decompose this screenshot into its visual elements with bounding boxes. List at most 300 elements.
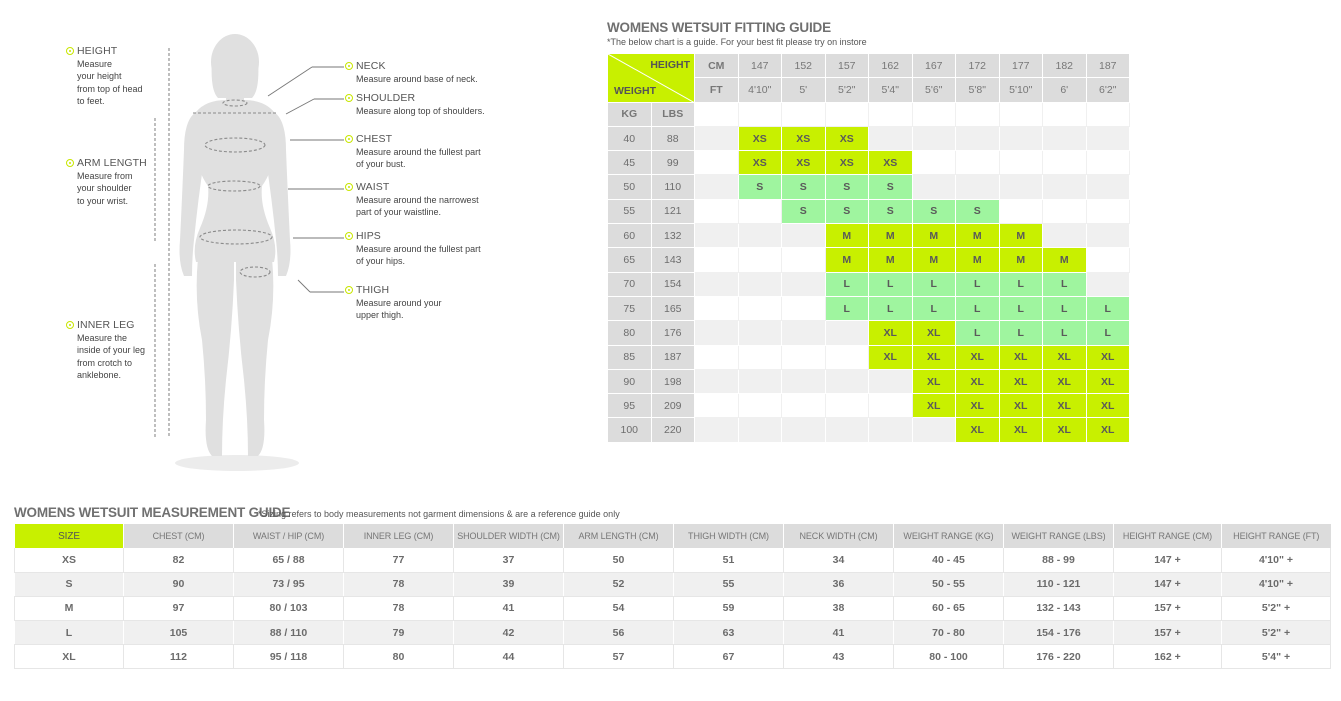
weight-lbs: 121 [651,199,695,223]
height-ft: 5'10" [999,78,1043,102]
table-row [15,645,1331,669]
measurement-desc-line: Measure around base of neck. [356,74,478,84]
empty-cell [1043,126,1087,150]
measurement-value: 55 [674,572,784,596]
fitting-row [608,394,1130,418]
size-cell: XS [738,151,782,175]
weight-kg: 60 [608,224,652,248]
size-cell: XL [1086,394,1130,418]
measurement-value: 157 + [1114,596,1222,620]
height-cm: 187 [1086,54,1130,78]
size-cell: XL [912,321,956,345]
measurement-value: 65 / 88 [234,548,344,572]
empty-cell [869,102,913,126]
measurement-value: 70 - 80 [894,621,1004,645]
size-cell: XL [912,369,956,393]
size-label: L [15,621,124,645]
size-cell: XS [738,126,782,150]
measurement-value: 112 [124,645,234,669]
height-cm: 157 [825,54,869,78]
height-weight-corner [608,54,695,103]
measurement-value: 38 [784,596,894,620]
measurement-hips [345,230,481,268]
measurement-value: 176 - 220 [1004,645,1114,669]
measurement-desc-line: Measure around the fullest part [356,147,481,157]
size-cell: S [825,199,869,223]
empty-cell [695,296,739,320]
measurement-value: 54 [564,596,674,620]
empty-cell [825,321,869,345]
measurement-value: 80 - 100 [894,645,1004,669]
size-cell: XL [956,345,1000,369]
measurement-desc-line: of your bust. [356,159,406,170]
measurement-title: SHOULDER [356,92,416,104]
empty-cell [738,418,782,442]
measurement-title: ARM LENGTH [77,157,147,169]
size-cell: M [869,248,913,272]
weight-kg: 85 [608,345,652,369]
measurement-waist [345,181,479,219]
measurement-value: 162 + [1114,645,1222,669]
empty-cell [695,369,739,393]
column-header: THIGH WIDTH (CM) [674,524,784,548]
height-cm: 152 [782,54,826,78]
size-cell: L [956,321,1000,345]
weight-kg: 95 [608,394,652,418]
empty-cell [1086,151,1130,175]
height-cm: 167 [912,54,956,78]
size-cell: S [782,199,826,223]
fitting-row [608,418,1130,442]
weight-label: WEIGHT [614,84,656,97]
measurement-value: 50 [564,548,674,572]
size-cell: S [956,199,1000,223]
measurement-desc-line: Measure around the narrowest [356,195,479,205]
size-cell: S [738,175,782,199]
ft-label: FT [695,78,739,102]
measurement-value: 78 [344,596,454,620]
empty-cell [956,175,1000,199]
empty-cell [695,394,739,418]
measurement-desc-line: anklebone. [77,369,122,380]
size-cell: M [999,224,1043,248]
weight-lbs: 132 [651,224,695,248]
fitting-row [608,199,1130,223]
weight-kg: 75 [608,296,652,320]
weight-lbs: 209 [651,394,695,418]
size-cell: XL [956,394,1000,418]
empty-cell [912,175,956,199]
size-cell: M [956,248,1000,272]
empty-cell [695,102,739,126]
empty-cell [956,126,1000,150]
height-ft: 4'10" [738,78,782,102]
measurement-value: 41 [784,621,894,645]
empty-cell [1086,102,1130,126]
empty-cell [912,418,956,442]
empty-cell [1043,175,1087,199]
measurement-value: 5'4" + [1222,645,1331,669]
size-cell: XL [912,394,956,418]
weight-kg: 100 [608,418,652,442]
measurement-value: 40 - 45 [894,548,1004,572]
measurement-desc-line: Measure from [77,171,133,181]
measurement-shoulder [345,92,485,117]
measurement-desc-line: to your wrist. [77,195,129,206]
height-cm: 177 [999,54,1043,78]
measurement-value: 36 [784,572,894,596]
size-cell: L [1086,321,1130,345]
measurement-desc-line: from crotch to [77,357,133,368]
measurement-guide-note: *Sizing refers to body measurements not garment dimensions & are a reference guide only [258,509,620,519]
measurement-title: NECK [356,60,386,72]
empty-cell [1086,224,1130,248]
size-cell: XL [1043,345,1087,369]
size-label: XL [15,645,124,669]
empty-cell [869,369,913,393]
measurement-value: 5'2" + [1222,596,1331,620]
fitting-row [608,126,1130,150]
empty-cell [738,394,782,418]
table-row [15,621,1331,645]
empty-cell [1086,272,1130,296]
empty-cell [695,151,739,175]
fitting-guide-subtitle: *The below chart is a guide. For your best fit please try on instore [607,37,867,47]
measurement-value: 77 [344,548,454,572]
measurement-inner-leg [66,319,145,381]
measurement-value: 37 [454,548,564,572]
measurement-value: 4'10" + [1222,548,1331,572]
weight-lbs: 165 [651,296,695,320]
measurement-value: 50 - 55 [894,572,1004,596]
empty-cell [1086,175,1130,199]
empty-cell [825,369,869,393]
weight-lbs: 187 [651,345,695,369]
measurement-value: 80 / 103 [234,596,344,620]
weight-kg: 90 [608,369,652,393]
height-cm: 172 [956,54,1000,78]
empty-cell [738,369,782,393]
measurement-value: 57 [564,645,674,669]
fitting-row [608,296,1130,320]
table-row [15,548,1331,572]
empty-cell [695,345,739,369]
fitting-row [608,345,1130,369]
empty-cell [825,102,869,126]
empty-cell [1043,199,1087,223]
column-header: INNER LEG (CM) [344,524,454,548]
weight-lbs: 154 [651,272,695,296]
column-header: NECK WIDTH (CM) [784,524,894,548]
size-cell: XS [825,126,869,150]
plus-circle-icon [345,232,353,240]
weight-kg: 50 [608,175,652,199]
size-cell: L [825,296,869,320]
measurement-desc-line: Measure around the fullest part [356,244,481,254]
weight-lbs: 176 [651,321,695,345]
size-cell: L [1043,321,1087,345]
size-cell: XS [825,151,869,175]
empty-cell [782,248,826,272]
empty-cell [1086,248,1130,272]
empty-cell [1043,151,1087,175]
size-cell: S [869,199,913,223]
empty-cell [695,224,739,248]
fitting-row [608,224,1130,248]
size-cell: S [869,175,913,199]
body-diagram [0,0,600,480]
measurement-value: 90 [124,572,234,596]
measurement-title: HIPS [356,230,381,242]
column-header: CHEST (CM) [124,524,234,548]
measurement-desc-line: to feet. [77,95,105,106]
empty-cell [1086,126,1130,150]
column-header: SHOULDER WIDTH (CM) [454,524,564,548]
measurement-value: 88 / 110 [234,621,344,645]
column-header: HEIGHT RANGE (CM) [1114,524,1222,548]
weight-lbs: 88 [651,126,695,150]
empty-cell [825,345,869,369]
size-cell: M [869,224,913,248]
measurement-guide-title: WOMENS WETSUIT MEASUREMENT GUIDE [14,505,291,520]
empty-cell [695,272,739,296]
empty-cell [825,418,869,442]
measurement-value: 41 [454,596,564,620]
empty-cell [1043,102,1087,126]
empty-cell [869,126,913,150]
measurement-value: 157 + [1114,621,1222,645]
measurement-value: 63 [674,621,784,645]
measurement-value: 39 [454,572,564,596]
measurement-height [66,45,143,107]
measurement-value: 80 [344,645,454,669]
size-cell: S [782,175,826,199]
empty-cell [695,248,739,272]
measurement-neck [345,60,478,85]
fitting-row [608,272,1130,296]
size-cell: L [869,296,913,320]
measurement-title: CHEST [356,133,393,145]
fitting-guide-table [607,53,1130,443]
weight-kg: 45 [608,151,652,175]
empty-cell [912,151,956,175]
size-cell: M [1043,248,1087,272]
size-label: XS [15,548,124,572]
measurement-title: THIGH [356,284,390,296]
empty-cell [825,394,869,418]
size-cell: XL [999,369,1043,393]
weight-lbs: 143 [651,248,695,272]
height-cm: 182 [1043,54,1087,78]
plus-circle-icon [66,321,74,329]
size-cell: XL [999,345,1043,369]
empty-cell [738,272,782,296]
plus-circle-icon [345,135,353,143]
empty-cell [782,296,826,320]
height-ft: 5'2" [825,78,869,102]
height-cm: 162 [869,54,913,78]
size-cell: L [1043,272,1087,296]
fitting-row [608,151,1130,175]
measurement-value: 105 [124,621,234,645]
measurement-desc-line: your height [77,71,122,82]
empty-cell [999,151,1043,175]
empty-cell [912,102,956,126]
measurement-value: 132 - 143 [1004,596,1114,620]
size-cell: XS [782,151,826,175]
size-cell: M [956,224,1000,248]
kg-label: KG [608,102,652,126]
measurement-desc-line: part of your waistline. [356,207,442,218]
empty-cell [695,199,739,223]
empty-cell [738,102,782,126]
empty-cell [738,345,782,369]
plus-circle-icon [66,47,74,55]
size-label: M [15,596,124,620]
size-cell: L [825,272,869,296]
empty-cell [782,224,826,248]
size-cell: M [999,248,1043,272]
weight-lbs: 198 [651,369,695,393]
measurement-value: 4'10" + [1222,572,1331,596]
column-header: WAIST / HIP (CM) [234,524,344,548]
empty-cell [999,102,1043,126]
empty-cell [782,321,826,345]
empty-cell [1086,199,1130,223]
height-cm: 147 [738,54,782,78]
measurement-value: 56 [564,621,674,645]
height-ft: 5'8" [956,78,1000,102]
size-cell: XS [869,151,913,175]
height-label: HEIGHT [650,59,690,71]
height-ft: 6' [1043,78,1087,102]
size-cell: XL [869,321,913,345]
size-cell: L [1043,296,1087,320]
size-cell: XL [1086,418,1130,442]
empty-cell [695,126,739,150]
measurement-value: 60 - 65 [894,596,1004,620]
size-cell: M [912,248,956,272]
size-cell: XL [1086,345,1130,369]
fitting-guide-title: WOMENS WETSUIT FITTING GUIDE [607,20,831,35]
lbs-label: LBS [651,102,695,126]
measurement-title: INNER LEG [77,319,135,331]
measurement-value: 43 [784,645,894,669]
measurement-value: 59 [674,596,784,620]
measurement-value: 67 [674,645,784,669]
measurement-value: 73 / 95 [234,572,344,596]
column-header: ARM LENGTH (CM) [564,524,674,548]
table-row [15,572,1331,596]
column-header: WEIGHT RANGE (KG) [894,524,1004,548]
size-cell: M [825,248,869,272]
size-cell: L [999,272,1043,296]
weight-lbs: 220 [651,418,695,442]
empty-cell [782,418,826,442]
fitting-row [608,369,1130,393]
measurement-value: 147 + [1114,572,1222,596]
size-cell: XL [999,418,1043,442]
measurement-desc-line: of your hips. [356,256,406,267]
empty-cell [695,175,739,199]
empty-cell [1043,224,1087,248]
fitting-row [608,248,1130,272]
size-cell: M [912,224,956,248]
plus-circle-icon [345,183,353,191]
measurement-desc-line: Measure around your [356,298,442,308]
measurement-value: 5'2" + [1222,621,1331,645]
weight-kg: 40 [608,126,652,150]
weight-kg: 65 [608,248,652,272]
table-row [15,596,1331,620]
empty-cell [738,296,782,320]
weight-kg: 55 [608,199,652,223]
height-ft: 5'6" [912,78,956,102]
empty-cell [782,345,826,369]
size-cell: XS [782,126,826,150]
column-header: HEIGHT RANGE (FT) [1222,524,1331,548]
size-cell: XL [1043,369,1087,393]
plus-circle-icon [345,286,353,294]
plus-circle-icon [345,94,353,102]
empty-cell [738,248,782,272]
empty-cell [782,272,826,296]
empty-cell [782,394,826,418]
empty-cell [695,418,739,442]
size-cell: S [825,175,869,199]
size-cell: L [999,321,1043,345]
empty-cell [956,102,1000,126]
empty-cell [782,369,826,393]
measurement-value: 78 [344,572,454,596]
measurement-desc-line: upper thigh. [356,310,404,321]
size-cell: L [956,296,1000,320]
size-cell: S [912,199,956,223]
measurement-thigh [345,284,442,322]
measurement-desc-line: your shoulder [77,183,132,194]
measurement-desc-line: Measure along top of shoulders. [356,106,485,116]
height-ft: 6'2" [1086,78,1130,102]
column-header: WEIGHT RANGE (LBS) [1004,524,1114,548]
empty-cell [999,175,1043,199]
column-header: SIZE [15,524,124,548]
size-cell: XL [869,345,913,369]
measurement-desc-line: Measure the [77,333,128,343]
fitting-row [608,321,1130,345]
empty-cell [782,102,826,126]
measurement-value: 42 [454,621,564,645]
empty-cell [738,224,782,248]
empty-cell [869,418,913,442]
size-cell: XL [912,345,956,369]
measurement-value: 95 / 118 [234,645,344,669]
size-cell: L [1086,296,1130,320]
measurement-value: 79 [344,621,454,645]
plus-circle-icon [66,159,74,167]
empty-cell [869,394,913,418]
size-cell: XL [1086,369,1130,393]
measurement-value: 147 + [1114,548,1222,572]
size-cell: L [999,296,1043,320]
measurement-value: 44 [454,645,564,669]
measurement-value: 97 [124,596,234,620]
measurement-value: 110 - 121 [1004,572,1114,596]
size-cell: M [825,224,869,248]
empty-cell [956,151,1000,175]
size-label: S [15,572,124,596]
size-cell: XL [956,418,1000,442]
measurement-title: HEIGHT [77,45,118,57]
